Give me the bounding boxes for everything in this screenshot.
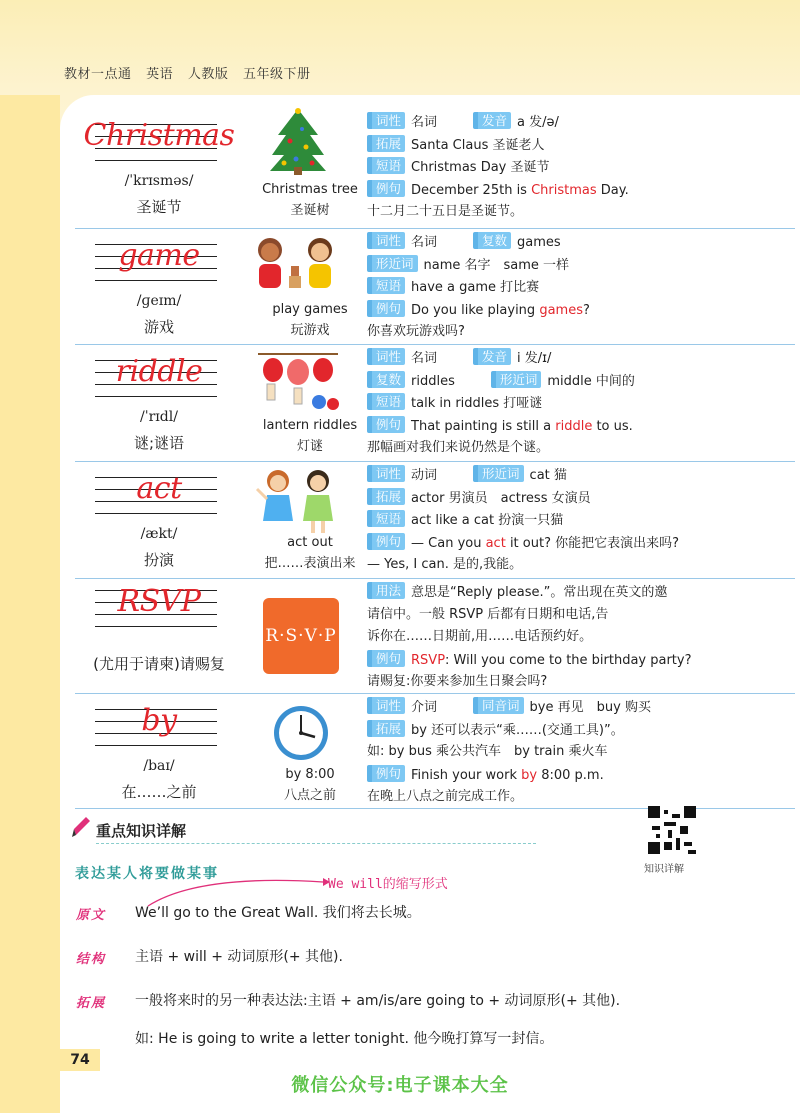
label-tag: 复数 bbox=[367, 371, 405, 388]
highlighted-word: by bbox=[521, 767, 538, 783]
label-tag: 词性 bbox=[367, 112, 405, 129]
vocab-word: act bbox=[136, 471, 182, 506]
detail-text: act like a cat 扮演一只猫 bbox=[411, 513, 564, 528]
detail-line bbox=[367, 157, 550, 177]
detail-line bbox=[367, 322, 465, 342]
detail-text: 介词 bbox=[411, 700, 438, 715]
detail-text: by 还可以表示“乘……(交通工具)”。 bbox=[411, 722, 624, 738]
detail-text: i 发/ɪ/ bbox=[517, 351, 552, 366]
detail-line bbox=[367, 742, 607, 762]
caption-english: play games bbox=[272, 302, 348, 317]
detail-text: 名词 bbox=[411, 351, 438, 366]
detail-line bbox=[367, 720, 624, 740]
example-text: — Can you bbox=[411, 535, 486, 551]
detail-text: 意思是“Reply please.”。常出现在英文的邀 bbox=[411, 585, 668, 600]
example-text: That painting is still a bbox=[411, 418, 556, 434]
original-label: 原文 bbox=[76, 908, 107, 923]
header-grade: 五年级下册 bbox=[242, 67, 311, 82]
key-points-title: 重点知识详解 bbox=[96, 822, 187, 840]
caption-chinese: 八点之前 bbox=[283, 788, 336, 803]
caption-chinese: 圣诞树 bbox=[290, 203, 330, 218]
detail-text: Christmas Day 圣诞节 bbox=[411, 160, 550, 175]
detail-text: 名词 bbox=[411, 235, 438, 250]
vocab-row bbox=[75, 228, 795, 345]
pencil-icon bbox=[72, 815, 92, 837]
detail-text: Santa Claus 圣诞老人 bbox=[411, 137, 545, 153]
detail-line bbox=[367, 255, 569, 275]
detail-line bbox=[367, 465, 567, 485]
detail-text: 请信中。一般 RSVP 后都有日期和电话,告 bbox=[367, 606, 609, 622]
detail-text: games bbox=[517, 235, 561, 250]
example-text: to us. bbox=[592, 418, 633, 434]
vocab-row bbox=[75, 108, 795, 229]
extend-formula: 一般将来时的另一种表达法:主语 + am/is/are going to + 动词原形(+ 其他). bbox=[135, 993, 621, 1009]
label-tag: 同音词 bbox=[473, 697, 524, 714]
caption-english: lantern riddles bbox=[262, 418, 358, 433]
detail-line bbox=[367, 348, 551, 368]
running-header bbox=[64, 63, 320, 82]
detail-text: talk in riddles 打哑谜 bbox=[411, 396, 543, 411]
caption-english: by 8:00 bbox=[285, 767, 335, 782]
detail-line bbox=[367, 605, 608, 625]
phonetic: /ˈkrɪsməs/ bbox=[124, 173, 194, 189]
example-text: 8:00 p.m. bbox=[537, 767, 604, 783]
label-tag: 例句 bbox=[367, 416, 405, 433]
label-tag: 例句 bbox=[367, 765, 405, 782]
label-tag: 短语 bbox=[367, 510, 405, 527]
detail-text: 名词 bbox=[411, 115, 438, 130]
label-tag: 词性 bbox=[367, 697, 405, 714]
caption-english: act out bbox=[287, 535, 333, 550]
header-subject: 英语 bbox=[146, 67, 174, 82]
detail-text: 请赐复:你要来参加生日聚会吗? bbox=[367, 674, 548, 689]
label-tag: 用法 bbox=[367, 582, 405, 599]
clock-icon bbox=[271, 703, 331, 763]
detail-line bbox=[367, 112, 559, 132]
extend-example: 如: He is going to write a letter tonight. 他今晚打算写一封信。 bbox=[135, 1031, 554, 1047]
original-sentence: We’ll go to the Great Wall. 我们将去长城。 bbox=[135, 905, 421, 921]
detail-line bbox=[367, 371, 635, 391]
phonetic: /ˈrɪdl/ bbox=[140, 409, 178, 425]
label-tag: 短语 bbox=[367, 393, 405, 410]
word-meaning: 圣诞节 bbox=[136, 198, 182, 216]
label-tag: 拓展 bbox=[367, 488, 405, 505]
detail-line bbox=[367, 582, 667, 602]
extend-label: 拓展 bbox=[76, 996, 107, 1011]
header-book: 教材一点通 bbox=[64, 67, 132, 82]
detail-text: bye 再见 buy 购买 bbox=[529, 700, 651, 715]
footer-watermark: 微信公众号:电子课本大全 bbox=[291, 1075, 509, 1096]
label-tag: 例句 bbox=[367, 533, 405, 550]
contraction-annotation: We will的缩写形式 bbox=[328, 877, 448, 892]
vocab-row bbox=[75, 344, 795, 462]
word-meaning: 谜;谜语 bbox=[133, 434, 185, 452]
highlighted-word: riddle bbox=[555, 418, 593, 434]
highlighted-word: act bbox=[485, 535, 506, 551]
phonetic: /ɡeɪm/ bbox=[136, 293, 182, 309]
vocab-row bbox=[75, 578, 795, 694]
detail-text: actor 男演员 actress 女演员 bbox=[411, 490, 591, 506]
word-meaning: 在……之前 bbox=[121, 783, 197, 801]
detail-line bbox=[367, 135, 544, 155]
structure-formula: 主语 + will + 动词原形(+ 其他). bbox=[135, 949, 343, 965]
label-tag: 词性 bbox=[367, 465, 405, 482]
detail-text: 诉你在……日期前,用……电话预约好。 bbox=[367, 629, 593, 644]
detail-line bbox=[367, 393, 542, 413]
label-tag: 例句 bbox=[367, 180, 405, 197]
vocab-row bbox=[75, 461, 795, 579]
label-tag: 短语 bbox=[367, 277, 405, 294]
detail-line bbox=[367, 765, 604, 785]
structure-label: 结构 bbox=[76, 952, 107, 967]
detail-line bbox=[367, 232, 561, 252]
detail-text: — Yes, I can. 是的,我能。 bbox=[367, 557, 523, 572]
vocab-word: by bbox=[141, 703, 177, 738]
detail-line bbox=[367, 672, 547, 692]
children-acting-icon bbox=[253, 465, 343, 535]
detail-text: 那幅画对我们来说仍然是个谜。 bbox=[367, 440, 550, 455]
highlighted-word: games bbox=[539, 302, 583, 318]
example-text: December 25th is bbox=[411, 182, 532, 198]
detail-line bbox=[367, 787, 523, 807]
qr-code-icon[interactable] bbox=[648, 806, 696, 854]
detail-line bbox=[367, 627, 592, 647]
label-tag: 短语 bbox=[367, 157, 405, 174]
detail-text: riddles bbox=[411, 373, 455, 389]
vocab-row bbox=[75, 693, 795, 809]
section-divider bbox=[96, 843, 536, 845]
detail-line bbox=[367, 416, 633, 436]
example-text: it out? 你能把它表演出来吗? bbox=[505, 535, 680, 551]
detail-line bbox=[367, 438, 549, 458]
label-tag: 形近词 bbox=[473, 465, 524, 482]
highlighted-word: Christmas bbox=[531, 182, 597, 198]
phonetic: /ækt/ bbox=[140, 526, 178, 542]
detail-line bbox=[367, 510, 563, 530]
vocab-word: RSVP bbox=[117, 584, 201, 619]
detail-text: middle 中间的 bbox=[547, 373, 635, 389]
detail-text: 如: by bus 乘公共汽车 by train 乘火车 bbox=[367, 744, 608, 759]
example-text: ? bbox=[582, 302, 590, 318]
example-text: : Will you come to the birthday party? bbox=[445, 652, 692, 668]
highlighted-word: RSVP bbox=[411, 652, 446, 668]
label-tag: 复数 bbox=[473, 232, 511, 249]
rsvp-sign-icon: R·S·V·P bbox=[263, 598, 339, 674]
vocab-word: game bbox=[118, 238, 200, 273]
detail-text: name 名字 same 一样 bbox=[423, 257, 570, 273]
page-number: 74 bbox=[60, 1049, 100, 1071]
example-text: Day. bbox=[596, 182, 629, 198]
detail-line bbox=[367, 533, 679, 553]
detail-text: 在晚上八点之前完成工作。 bbox=[367, 789, 524, 804]
detail-line bbox=[367, 697, 651, 717]
detail-line bbox=[367, 180, 629, 200]
label-tag: 例句 bbox=[367, 650, 405, 667]
detail-line bbox=[367, 300, 590, 320]
word-meaning: 扮演 bbox=[143, 551, 174, 569]
label-tag: 拓展 bbox=[367, 720, 405, 737]
label-tag: 发音 bbox=[473, 112, 511, 129]
detail-text: 你喜欢玩游戏吗? bbox=[367, 324, 465, 339]
example-text: Finish your work bbox=[411, 767, 522, 783]
label-tag: 拓展 bbox=[367, 135, 405, 152]
lanterns-icon bbox=[253, 348, 343, 418]
detail-line bbox=[367, 555, 522, 575]
christmas-tree-icon bbox=[268, 105, 328, 175]
detail-line bbox=[367, 650, 692, 670]
word-meaning: 游戏 bbox=[143, 318, 174, 336]
detail-line bbox=[367, 202, 523, 222]
detail-text: cat 猫 bbox=[529, 468, 567, 483]
label-tag: 形近词 bbox=[491, 371, 542, 388]
label-tag: 形近词 bbox=[367, 255, 418, 272]
detail-text: 动词 bbox=[411, 468, 438, 483]
caption-chinese: 玩游戏 bbox=[290, 323, 330, 338]
label-tag: 词性 bbox=[367, 232, 405, 249]
grammar-subtitle: 表达某人将要做某事 bbox=[75, 866, 219, 882]
header-edition: 人教版 bbox=[187, 67, 229, 82]
caption-chinese: 把……表演出来 bbox=[264, 556, 356, 571]
qr-caption: 知识详解 bbox=[644, 864, 684, 875]
phonetic: /baɪ/ bbox=[143, 758, 175, 774]
left-margin-band bbox=[0, 95, 60, 1113]
caption-english: Christmas tree bbox=[262, 182, 358, 197]
example-text: Do you like playing bbox=[411, 302, 540, 318]
detail-line bbox=[367, 488, 591, 508]
caption-chinese: 灯谜 bbox=[296, 439, 323, 454]
detail-text: 十二月二十五日是圣诞节。 bbox=[367, 204, 524, 219]
label-tag: 词性 bbox=[367, 348, 405, 365]
detail-text: a 发/ə/ bbox=[517, 115, 559, 130]
children-playing-icon bbox=[245, 232, 345, 302]
label-tag: 发音 bbox=[473, 348, 511, 365]
detail-text: have a game 打比赛 bbox=[411, 280, 540, 295]
detail-line bbox=[367, 277, 539, 297]
label-tag: 例句 bbox=[367, 300, 405, 317]
vocab-word: Christmas bbox=[83, 118, 235, 153]
vocab-word: riddle bbox=[115, 354, 203, 389]
word-meaning: (尤用于请柬)请赐复 bbox=[93, 655, 225, 673]
